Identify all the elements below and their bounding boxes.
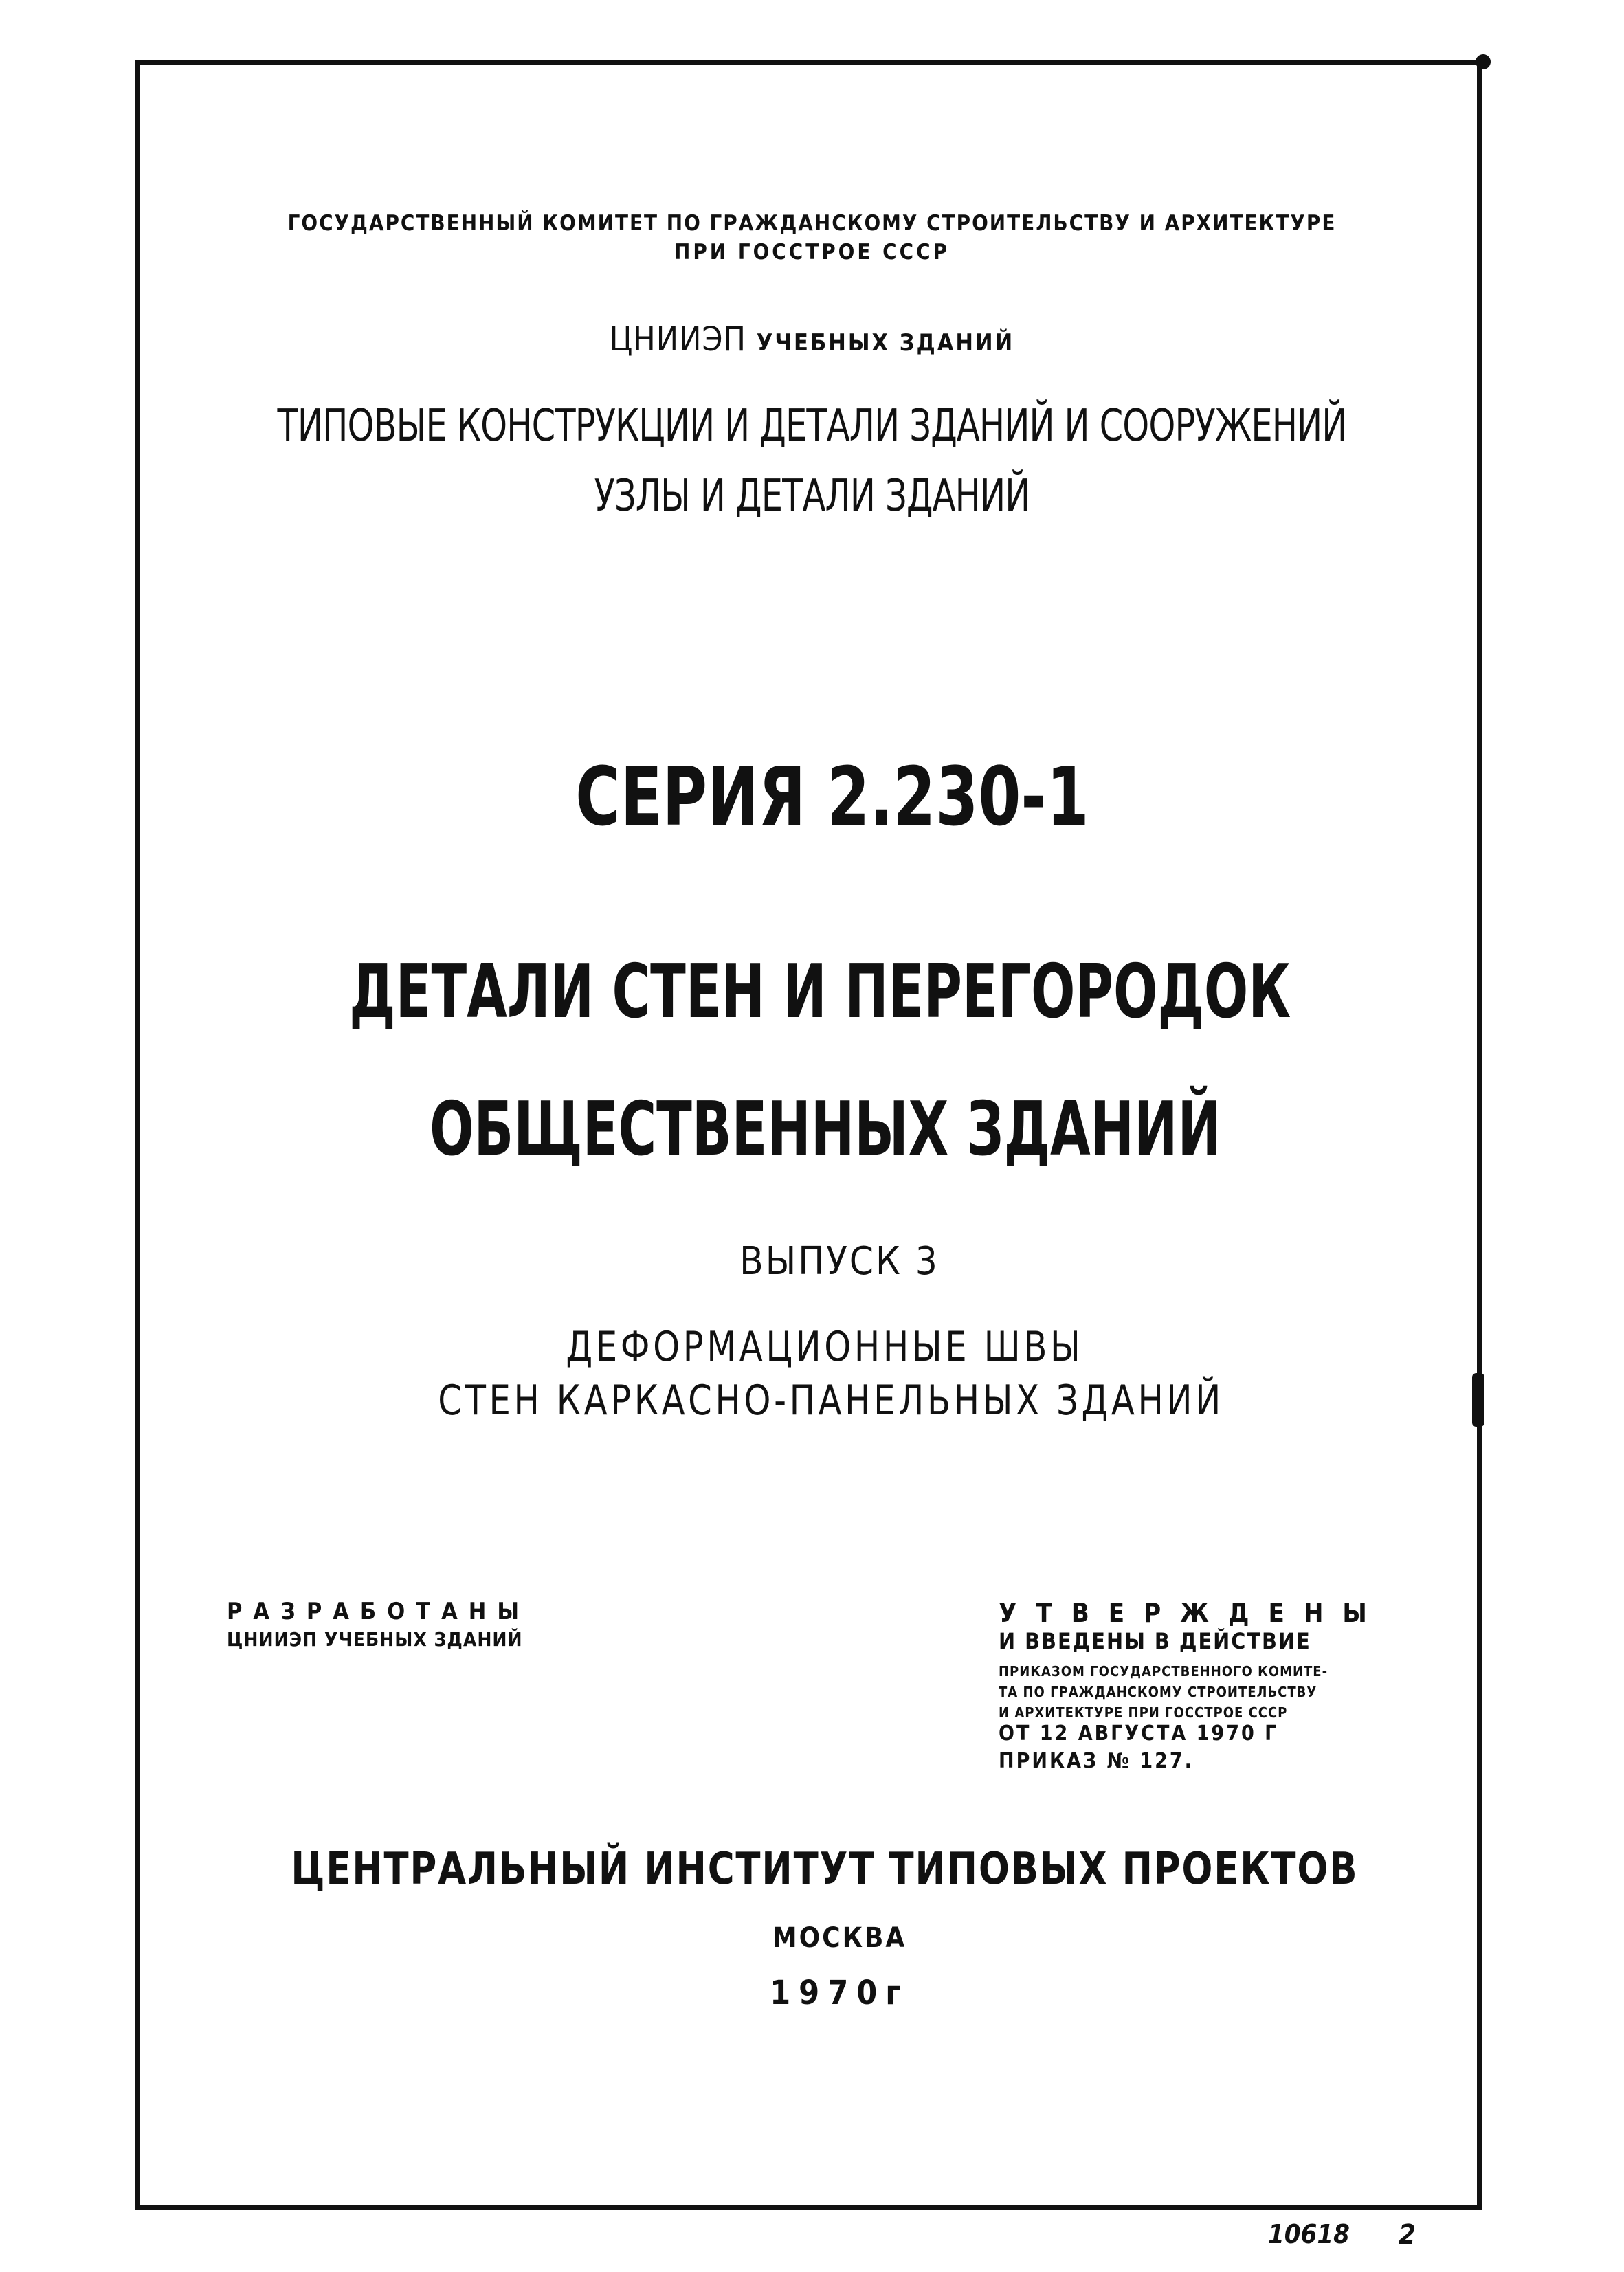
document-title-line-1: ДЕТАЛИ СТЕН И ПЕРЕГОРОДОК [349,949,1291,1035]
publisher-city: МОСКВА [772,1922,907,1954]
developed-label: РАЗРАБОТАНЫ [227,1598,531,1625]
inventory-number: 10618 [1268,2219,1350,2249]
developed-org: ЦНИИЭП УЧЕБНЫХ ЗДАНИЙ [227,1628,523,1651]
publisher-name: ЦЕНТРАЛЬНЫЙ ИНСТИТУТ ТИПОВЫХ ПРОЕКТОВ [291,1844,1359,1895]
typical-details-line: УЗЛЫ И ДЕТАЛИ ЗДАНИЙ [594,471,1030,522]
issue-number: ВЫПУСК 3 [739,1239,939,1284]
document-title-line-2: ОБЩЕСТВЕННЫХ ЗДАНИЙ [430,1087,1221,1172]
sheet-number: 2 [1399,2219,1416,2251]
gosstroy-line: ПРИ ГОССТРОЕ СССР [674,240,950,265]
publication-year: 1970г [770,1974,909,2012]
typical-structures-line: ТИПОВЫЕ КОНСТРУКЦИИ И ДЕТАЛИ ЗДАНИЙ И СООРУЖЕНИЙ [277,401,1347,452]
series-title: СЕРИЯ 2.230-1 [575,749,1089,844]
institute-name: ЦНИИЭП [609,320,747,359]
approval-order-number: ПРИКАЗ № 127. [999,1749,1194,1773]
subtitle-line-1: ДЕФОРМАЦИОННЫЕ ШВЫ [566,1323,1084,1371]
approval-order-line-3: И АРХИТЕКТУРЕ ПРИ ГОССТРОЕ СССР [999,1704,1288,1721]
approved-label: УТВЕРЖДЕНЫ [999,1598,1386,1628]
committee-line: ГОСУДАРСТВЕННЫЙ КОМИТЕТ ПО ГРАЖДАНСКОМУ СТРОИТЕЛЬСТВУ И АРХИТЕКТУРЕ [287,211,1337,236]
approval-order-line-1: ПРИКАЗОМ ГОСУДАРСТВЕННОГО КОМИТЕ- [999,1663,1328,1680]
institute-suffix: УЧЕБНЫХ ЗДАНИЙ [756,329,1015,357]
approved-sub: И ВВЕДЕНЫ В ДЕЙСТВИЕ [999,1628,1311,1654]
subtitle-line-2: СТЕН КАРКАСНО-ПАНЕЛЬНЫХ ЗДАНИЙ [438,1377,1224,1425]
frame-corner-mark [1476,54,1491,69]
approval-order-line-2: ТА ПО ГРАЖДАНСКОМУ СТРОИТЕЛЬСТВУ [999,1684,1317,1700]
institute-line [0,320,1624,359]
approval-date: ОТ 12 АВГУСТА 1970 Г [999,1722,1279,1746]
